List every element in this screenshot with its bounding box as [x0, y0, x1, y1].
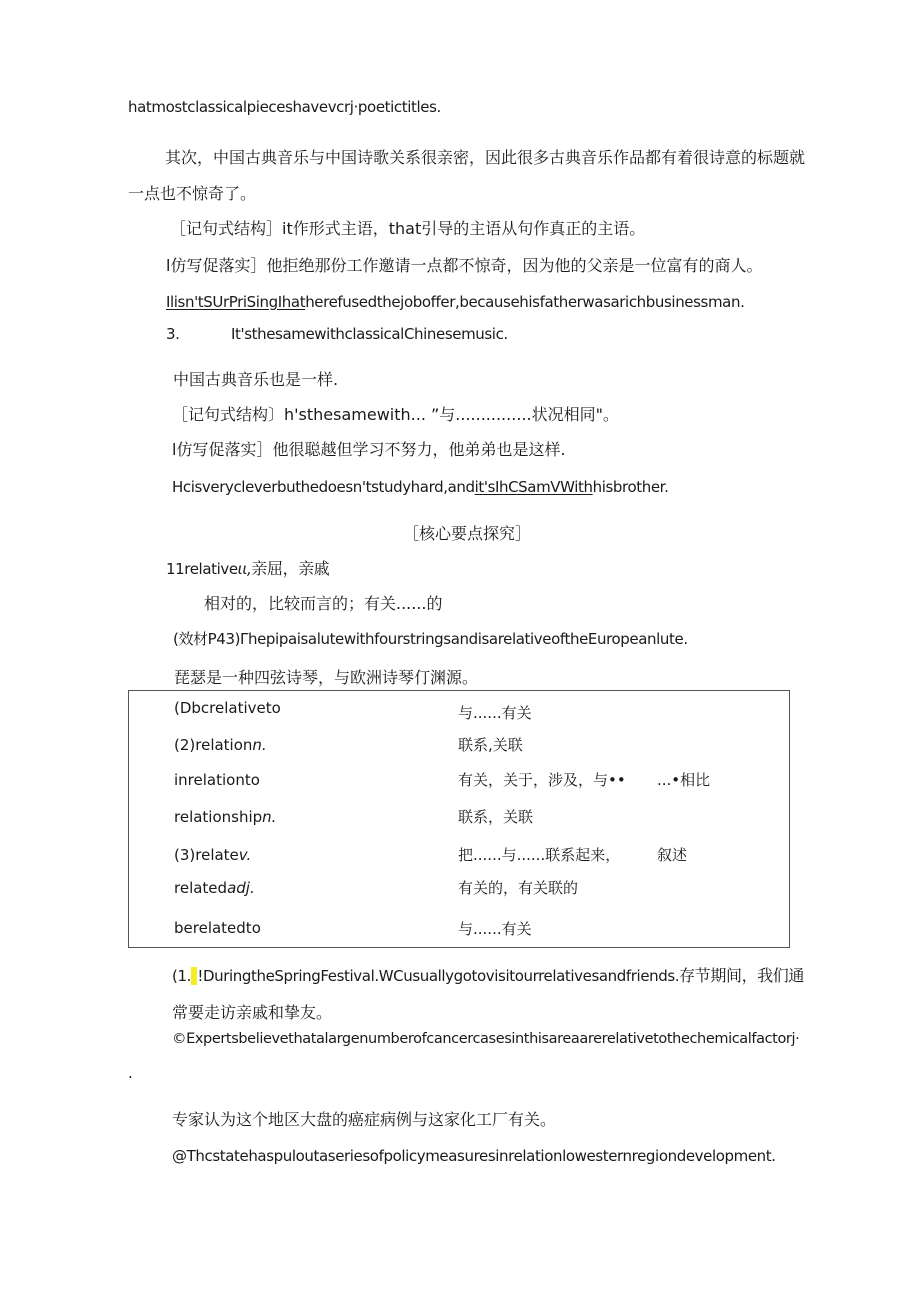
vocab-term — [174, 770, 260, 790]
imitation-note: l仿写促落实］他拒绝那份工作邀请一点都不惊奇，因为他的父亲是一位富有的商人。 — [166, 256, 763, 275]
example-number — [172, 967, 191, 985]
structure-note: ［记句式结构］it作形式主语，that引导的主语从句作真正的主语。 — [170, 219, 646, 238]
number-text: (1. — [172, 967, 191, 985]
sentence-end: hisbrother. — [592, 478, 669, 496]
term-text: inrelationto — [174, 771, 260, 789]
vocab-meaning: 有关的，有关联的 — [458, 879, 579, 897]
underlined-phrase: Ilisn'tSUrPriSingIhat — [166, 293, 306, 311]
part-of-speech: v. — [238, 846, 252, 864]
text-line: 一点也不惊奇了。 — [128, 184, 257, 203]
text-line: 中国古典音乐也是一样. — [173, 370, 339, 389]
part-of-speech: adj. — [227, 879, 255, 897]
vocab-meaning: 联系，关联 — [458, 808, 534, 826]
term-text: (Dbcrelativeto — [174, 699, 281, 717]
example-translation: 常要走访亲戚和挚友。 — [172, 1003, 333, 1022]
sentence-start: Hcisverycleverbuthedoesn'tstudyhard,and — [172, 478, 475, 496]
vocab-term — [174, 878, 255, 898]
vocab-term — [174, 918, 261, 938]
text-line: hatmostclassicalpieceshavevcrj·poetictitles. — [128, 98, 441, 116]
item-number: 3. — [166, 325, 180, 343]
vocab-entry — [166, 559, 329, 579]
example-sentence: ©Expertsbelievethatalargenumberofcancercasesinthisareaarerelativetothechemicalfactorj· — [172, 1031, 800, 1047]
part-of-speech: ιι, — [237, 560, 252, 578]
section-heading: ［核心要点探究］ — [403, 524, 532, 543]
underlined-phrase: it'sIhCSamVWith — [474, 478, 593, 496]
example-translation: 专家认为这个地区大盘的癌症病例与这家化工厂有关。 — [172, 1110, 557, 1129]
imitation-note: l仿写促落实］他很聪越但学习不努力，他弟弟也是这样. — [172, 440, 566, 459]
vocab-meaning: 亲屈，亲戚 — [251, 559, 330, 578]
vocab-box — [128, 690, 790, 948]
text-line — [166, 292, 744, 312]
vocab-term — [174, 698, 281, 718]
vocab-meaning: 有关，关于，涉及，与•• — [458, 771, 626, 789]
example-chinese: 存节期间，我们通 — [679, 966, 804, 985]
text-line: It'sthesamewithclassicalChinesemusic. — [231, 325, 508, 343]
text-line — [172, 477, 668, 497]
term-text: (2)relation — [174, 736, 253, 754]
text-line: 相对的，比较而言的；有关......的 — [204, 594, 443, 613]
vocab-meaning-extra: ...•相比 — [657, 771, 711, 789]
structure-note: ［记句式结构〕h'sthesamewith... ”与...............状况相同"。 — [172, 405, 619, 424]
term-text: (3)relate — [174, 846, 239, 864]
text-line: (效材P43)ΓhepipaisalutewithfourstringsandisarelativeoftheEuropeanlute. — [173, 630, 688, 648]
term-text: relationship — [174, 808, 263, 826]
term-text: berelatedto — [174, 919, 261, 937]
term-text: related — [174, 879, 228, 897]
part-of-speech: n. — [252, 736, 267, 754]
vocab-meaning: 把......与......联系起来， — [458, 846, 621, 864]
vocab-meaning: 与......有关 — [458, 704, 532, 722]
vocab-term — [174, 845, 251, 865]
text-line: 琵瑟是一种四弦诗琴，与欧洲诗琴仃渊源。 — [174, 668, 479, 687]
example-english: !DuringtheSpringFestival.WCusuallygotovisitourrelativesandfriends. — [197, 967, 680, 985]
sentence-rest: herefusedthejoboffer,becausehisfatherwasarichbusinessman. — [305, 293, 745, 311]
vocab-term — [174, 735, 267, 755]
vocab-meaning: 与......有关 — [458, 920, 532, 938]
vocab-word: 11relative — [166, 560, 238, 578]
vocab-term — [174, 807, 276, 827]
vocab-meaning-extra: 叙述 — [657, 846, 688, 864]
part-of-speech: n. — [262, 808, 277, 826]
vocab-meaning: 联系,关联 — [458, 736, 523, 754]
stray-mark: . — [128, 1064, 133, 1082]
example-sentence: @Thcstatehaspuloutaseriesofpolicymeasuresinrelationlowesternregiondevelopment. — [172, 1147, 776, 1165]
example-sentence — [172, 966, 804, 986]
text-line: 其次，中国古典音乐与中国诗歌关系很亲密，因此很多古典音乐作品都有着很诗意的标题就 — [165, 148, 806, 167]
